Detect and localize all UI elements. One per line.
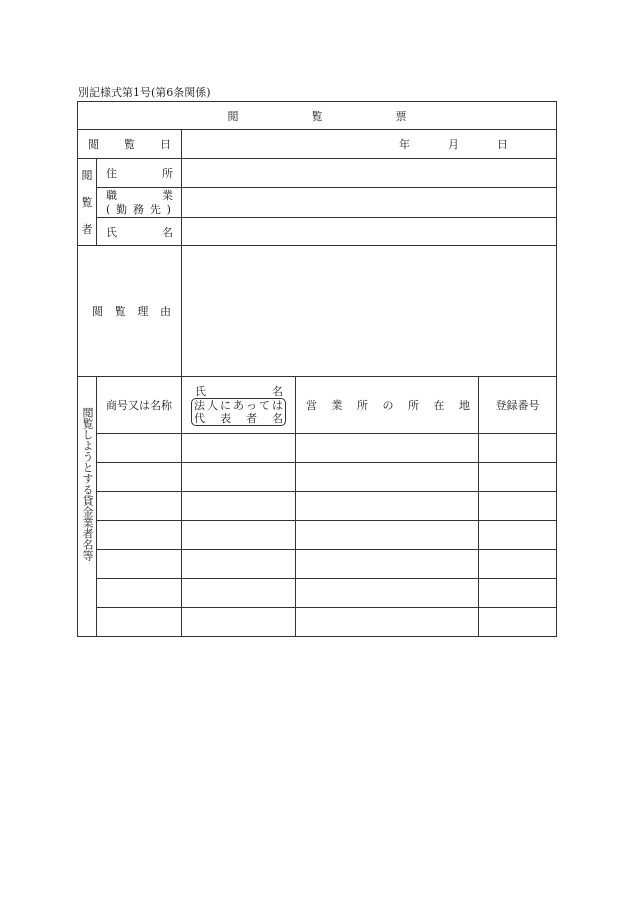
viewer-address-field[interactable]	[182, 159, 557, 188]
table-row	[78, 434, 557, 463]
viewer-name-label: 氏 名	[97, 218, 182, 246]
trade-name-cell[interactable]	[97, 492, 182, 521]
table-row	[78, 550, 557, 579]
inspection-date-field[interactable]	[182, 130, 557, 159]
trade-name-cell[interactable]	[97, 521, 182, 550]
registration-number-cell[interactable]	[479, 550, 557, 579]
viewer-name-field[interactable]	[182, 218, 557, 246]
form-caption: 別記様式第1号(第6条関係)	[78, 86, 211, 99]
office-address-cell[interactable]	[296, 463, 479, 492]
table-row	[78, 521, 557, 550]
representative-cell[interactable]	[182, 463, 296, 492]
office-address-cell[interactable]	[296, 521, 479, 550]
registration-number-cell[interactable]	[479, 463, 557, 492]
registration-number-cell[interactable]	[479, 608, 557, 637]
representative-header: 氏 名 法 人 に あ っ て は 代 表 者 名	[182, 377, 296, 434]
registration-number-cell[interactable]	[479, 521, 557, 550]
trade-name-cell[interactable]	[97, 579, 182, 608]
registration-number-cell[interactable]	[479, 579, 557, 608]
inspection-form-table	[77, 101, 557, 637]
year-label: 年	[399, 138, 411, 151]
inspection-date-label: 閲 覧 日	[78, 130, 182, 159]
office-address-cell[interactable]	[296, 550, 479, 579]
registration-number-header: 登録番号	[479, 377, 557, 434]
trade-name-cell[interactable]	[97, 550, 182, 579]
registration-number-cell[interactable]	[479, 492, 557, 521]
table-row	[78, 608, 557, 637]
viewer-occupation-label: 職 業 ( 勤 務 先 )	[97, 188, 182, 218]
representative-cell[interactable]	[182, 434, 296, 463]
viewer-group-label: 閲 覧 者	[78, 159, 97, 246]
viewer-address-label: 住 所	[97, 159, 182, 188]
inspection-reason-label: 閲 覧 理 由	[78, 246, 182, 377]
day-label: 日	[497, 138, 509, 151]
inspection-reason-field[interactable]	[182, 246, 557, 377]
registration-number-cell[interactable]	[479, 434, 557, 463]
office-address-cell[interactable]	[296, 492, 479, 521]
representative-cell[interactable]	[182, 608, 296, 637]
representative-cell[interactable]	[182, 579, 296, 608]
table-row	[78, 492, 557, 521]
table-row	[78, 463, 557, 492]
representative-cell[interactable]	[182, 521, 296, 550]
viewer-occupation-field[interactable]	[182, 188, 557, 218]
office-address-cell[interactable]	[296, 434, 479, 463]
trade-name-cell[interactable]	[97, 608, 182, 637]
trade-name-header: 商号又は名称	[97, 377, 182, 434]
form-title: 閲 覧 票	[78, 102, 557, 130]
lender-group-label: 閲覧しようとする貸金業者名等	[78, 377, 97, 637]
representative-cell[interactable]	[182, 550, 296, 579]
office-address-cell[interactable]	[296, 579, 479, 608]
representative-cell[interactable]	[182, 492, 296, 521]
month-label: 月	[448, 138, 460, 151]
table-row	[78, 579, 557, 608]
trade-name-cell[interactable]	[97, 463, 182, 492]
trade-name-cell[interactable]	[97, 434, 182, 463]
office-address-header: 営 業 所 の 所 在 地	[296, 377, 479, 434]
office-address-cell[interactable]	[296, 608, 479, 637]
